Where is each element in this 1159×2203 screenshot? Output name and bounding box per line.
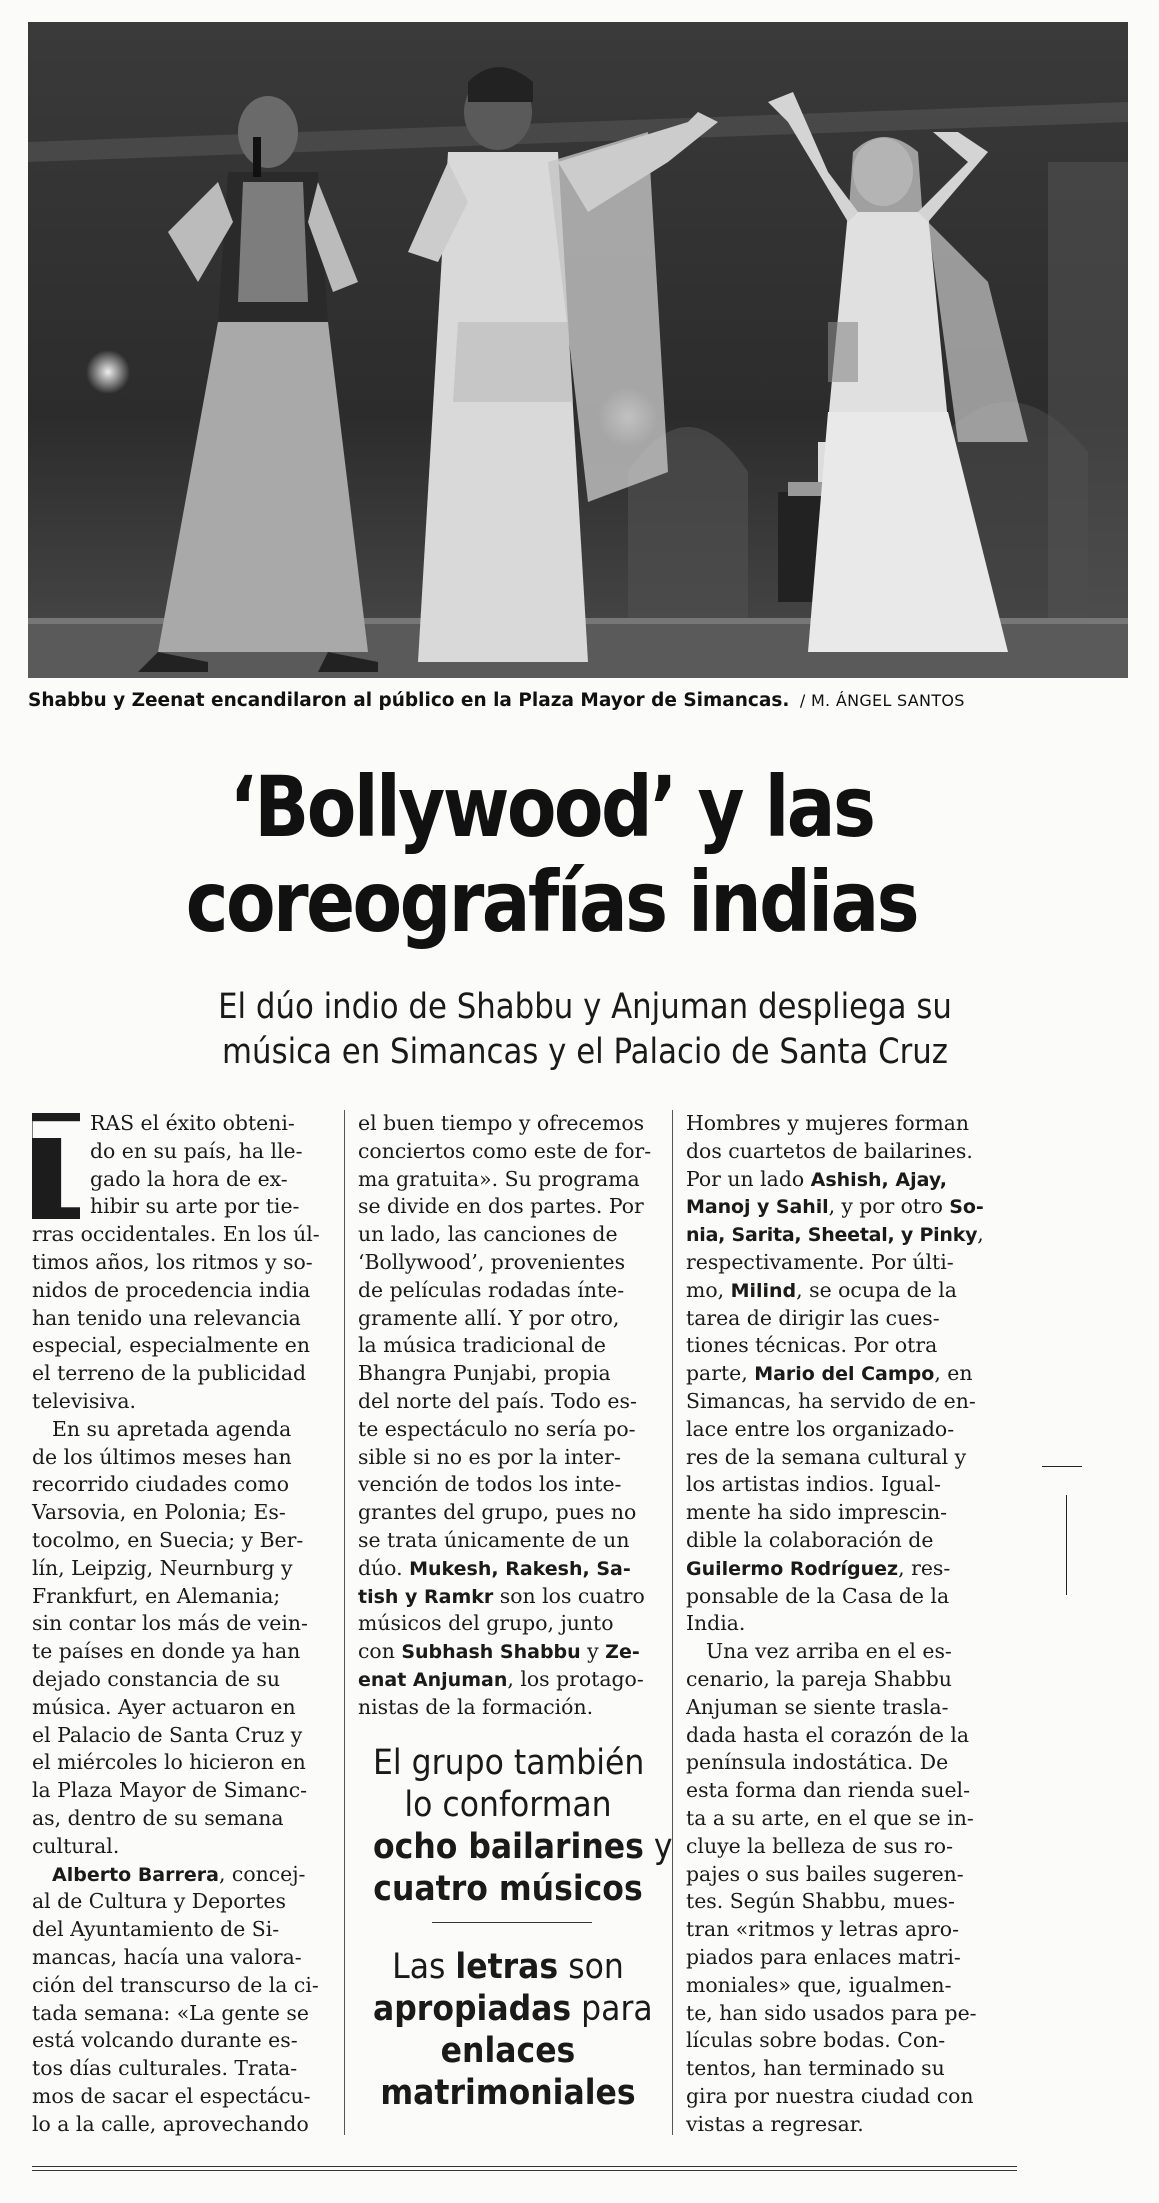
text-line: televisiva. xyxy=(32,1388,137,1413)
text-line: Simancas, ha servido de en- xyxy=(686,1388,976,1413)
text-line: Guilermo Rodríguez, res- xyxy=(686,1555,951,1580)
text-line: gira por nuestra ciudad con xyxy=(686,2083,974,2108)
text-line: ma gratuita». Su programa xyxy=(358,1166,640,1191)
text-line: Alberto Barrera, concej- xyxy=(52,1861,306,1886)
text-line: res de la semana cultural y xyxy=(686,1444,967,1469)
text-line: tran «ritmos y letras apro- xyxy=(686,1917,959,1942)
text-line: Bhangra Punjabi, propia xyxy=(358,1361,611,1386)
text-line: músicos del grupo, junto xyxy=(358,1611,614,1636)
text-line: respectivamente. Por últi- xyxy=(686,1249,954,1274)
text-line: timos años, los ritmos y so- xyxy=(32,1249,313,1274)
text-line: do en su país, ha lle- xyxy=(90,1138,303,1163)
text-line: esta forma dan rienda suel- xyxy=(686,1778,970,1803)
text-line: te espectáculo no sería po- xyxy=(358,1416,636,1441)
pull-quote-2-text-1a: Las xyxy=(392,1947,456,1987)
text-line: cluye la belleza de sus ro- xyxy=(686,1833,953,1858)
text-line: de los últimos meses han xyxy=(32,1444,292,1469)
text-line: el miércoles lo hicieron en xyxy=(32,1750,306,1775)
text-line: tos días culturales. Trata- xyxy=(32,2056,298,2081)
text-line: tarea de dirigir las cues- xyxy=(686,1305,940,1330)
text-line: rras occidentales. En los úl- xyxy=(32,1222,320,1247)
text-line: ponsable de la Casa de la xyxy=(686,1583,950,1608)
text-line: lín, Leipzig, Neurnburg y xyxy=(32,1555,293,1580)
pull-quote-1-line-2: lo conforman xyxy=(404,1785,612,1825)
text-line: En su apretada agenda xyxy=(52,1416,292,1441)
text-line: Una vez arriba en el es- xyxy=(706,1639,952,1664)
text-line: RAS el éxito obteni- xyxy=(90,1111,295,1135)
text-line: está volcando durante es- xyxy=(32,2028,298,2053)
text-line: te países en donde ya han xyxy=(32,1639,301,1664)
text-line: mo, Milind, se ocupa de la xyxy=(686,1277,957,1302)
pull-quote-1-line-3 xyxy=(373,1826,673,1868)
text-line: India. xyxy=(686,1611,746,1636)
headline-line-1: ‘Bollywood’ y las xyxy=(229,758,874,856)
column-rule-1 xyxy=(344,1110,345,2135)
text-line: hibir su arte por tie- xyxy=(90,1194,300,1219)
pull-quote-2 xyxy=(373,1946,653,2114)
headline-line-2: coreografías indias xyxy=(185,853,918,951)
text-line: tes. Según Shabbu, mues- xyxy=(686,1889,955,1914)
text-line: pajes o sus bailes sugeren- xyxy=(686,1861,964,1886)
text-line: lo a la calle, aprovechando xyxy=(32,2111,309,2136)
text-line: el buen tiempo y ofrecemos xyxy=(358,1111,645,1135)
text-line: del norte del país. Todo es- xyxy=(358,1388,637,1413)
text-line: la Plaza Mayor de Simanc- xyxy=(32,1778,308,1803)
text-line: gramente allí. Y por otro, xyxy=(358,1305,620,1330)
text-line: han tenido una relevancia xyxy=(32,1305,301,1330)
text-line: al de Cultura y Deportes xyxy=(32,1889,286,1914)
text-line: los artistas indios. Igual- xyxy=(686,1472,941,1497)
text-line: dejado constancia de su xyxy=(32,1666,280,1691)
text-line: península indostática. De xyxy=(686,1750,949,1775)
pull-quote-1-bold-3: ocho bailarines xyxy=(373,1827,644,1867)
text-line: tiones técnicas. Por otra xyxy=(686,1333,938,1358)
subheadline-line-2: música en Simancas y el Palacio de Santa Cruz xyxy=(222,1032,948,1072)
text-line: se trata únicamente de un xyxy=(358,1527,630,1552)
text-line: Por un lado Ashish, Ajay, xyxy=(686,1166,947,1191)
pull-quote-1-rest-3: y xyxy=(643,1827,673,1867)
pull-quote-2-line-3: enlaces xyxy=(440,2031,576,2071)
text-line: dúo. Mukesh, Rakesh, Sa- xyxy=(358,1555,631,1580)
text-line: ta a su arte, en el que se in- xyxy=(686,1805,974,1830)
pull-quote-divider xyxy=(432,1922,592,1923)
text-line: dos cuartetos de bailarines. xyxy=(686,1138,973,1163)
article-column-2 xyxy=(358,1110,658,1722)
text-line: Anjuman se siente trasla- xyxy=(686,1694,949,1719)
text-line: cenario, la pareja Shabbu xyxy=(686,1666,952,1691)
text-line: lículas sobre bodas. Con- xyxy=(686,2028,946,2053)
text-line: gado la hora de ex- xyxy=(90,1166,288,1191)
column-rule-2 xyxy=(672,1110,673,2135)
text-line: recorrido ciudades como xyxy=(32,1472,289,1497)
text-line: moniales» que, igualmen- xyxy=(686,1972,952,1997)
text-line: dible la colaboración de xyxy=(686,1527,934,1552)
text-line: sin contar los más de vein- xyxy=(32,1611,308,1636)
bottom-rule-1 xyxy=(32,2166,1017,2167)
pull-quote-2-text-1b: son xyxy=(558,1947,624,1987)
text-line: ‘Bollywood’, provenientes xyxy=(358,1249,626,1274)
margin-mark-horizontal xyxy=(1042,1466,1082,1467)
text-line: del Ayuntamiento de Si- xyxy=(32,1917,280,1942)
text-line: parte, Mario del Campo, en xyxy=(686,1361,973,1386)
text-line: as, dentro de su semana xyxy=(32,1805,284,1830)
text-line: sible si no es por la inter- xyxy=(358,1444,621,1469)
text-line: la música tradicional de xyxy=(358,1333,606,1358)
pull-quote-2-line-2 xyxy=(373,1988,653,2030)
text-line: tentos, han terminado su xyxy=(686,2056,945,2081)
pull-quote-2-rest-2: para xyxy=(571,1989,653,2029)
text-line: nia, Sarita, Sheetal, y Pinky, xyxy=(686,1222,984,1247)
text-line: cultural. xyxy=(32,1833,120,1858)
text-line: el Palacio de Santa Cruz y xyxy=(32,1722,303,1747)
pull-quote-1 xyxy=(373,1742,673,1910)
text-line: Manoj y Sahil, y por otro So- xyxy=(686,1194,984,1219)
pull-quote-2-bold-2: apropiadas xyxy=(373,1989,572,2029)
text-line: tada semana: «La gente se xyxy=(32,2000,309,2025)
pull-quote-1-line-1: El grupo también xyxy=(373,1743,645,1783)
text-line: nistas de la formación. xyxy=(358,1694,594,1719)
text-line: mente ha sido imprescin- xyxy=(686,1500,947,1525)
text-line: ción del transcurso de la ci- xyxy=(32,1972,319,1997)
text-line: te, han sido usados para pe- xyxy=(686,2000,977,2025)
pull-quote-2-line-1 xyxy=(373,1946,643,1988)
text-line: conciertos como este de for- xyxy=(358,1138,652,1163)
text-line: especial, especialmente en xyxy=(32,1333,310,1358)
text-line: Frankfurt, en Alemania; xyxy=(32,1583,281,1608)
subheadline xyxy=(119,985,1052,1075)
text-line: lace entre los organizado- xyxy=(686,1416,955,1441)
pull-quote-2-bold-1: letras xyxy=(455,1947,559,1987)
photo-caption xyxy=(28,690,1128,711)
stage-performance-photo xyxy=(28,22,1128,678)
bottom-rule-2 xyxy=(32,2170,1017,2171)
article-column-3 xyxy=(686,1110,984,2138)
photo-illustration xyxy=(28,22,1128,678)
text-line: tocolmo, en Suecia; y Ber- xyxy=(32,1527,304,1552)
text-line: nidos de procedencia india xyxy=(32,1277,311,1302)
text-line: música. Ayer actuaron en xyxy=(32,1694,296,1719)
text-line: de películas rodadas ínte- xyxy=(358,1277,625,1302)
headline xyxy=(78,760,1024,950)
text-line: un lado, las canciones de xyxy=(358,1222,618,1247)
text-line: vistas a regresar. xyxy=(686,2111,864,2136)
photo-credit: / M. ÁNGEL SANTOS xyxy=(799,691,965,710)
margin-mark-vertical xyxy=(1066,1495,1067,1595)
text-line: Varsovia, en Polonia; Es- xyxy=(32,1500,286,1525)
text-line: dada hasta el corazón de la xyxy=(686,1722,970,1747)
text-line: mancas, hacía una valora- xyxy=(32,1944,302,1969)
text-line: el terreno de la publicidad xyxy=(32,1361,307,1386)
text-line: se divide en dos partes. Por xyxy=(358,1194,644,1219)
caption-text: Shabbu y Zeenat encandilaron al público en la Plaza Mayor de Simancas. xyxy=(28,690,790,711)
text-line: con Subhash Shabbu y Ze- xyxy=(358,1639,640,1664)
text-line: grantes del grupo, pues no xyxy=(358,1500,637,1525)
drop-cap-letter: T xyxy=(32,1097,113,1235)
text-line: mos de sacar el espectácu- xyxy=(32,2083,311,2108)
pull-quote-2-line-4: matrimoniales xyxy=(380,2073,636,2113)
article-column-1 xyxy=(32,1097,330,2138)
text-line: tish y Ramkr son los cuatro xyxy=(358,1583,645,1608)
text-line: piados para enlaces matri- xyxy=(686,1944,961,1969)
subheadline-line-1: El dúo indio de Shabbu y Anjuman despliega su xyxy=(218,987,952,1027)
text-line: enat Anjuman, los protago- xyxy=(358,1666,644,1691)
text-line: vención de todos los inte- xyxy=(358,1472,622,1497)
text-line: Hombres y mujeres forman xyxy=(686,1111,970,1135)
pull-quote-1-line-4: cuatro músicos xyxy=(373,1869,643,1909)
